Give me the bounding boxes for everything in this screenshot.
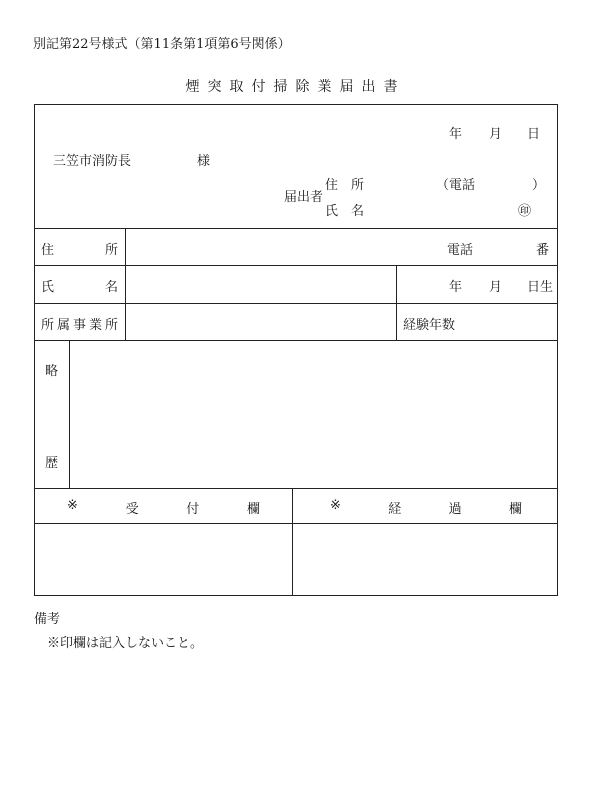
row-name-label-char-1: 氏	[41, 280, 55, 295]
form-reference: 別記第22号様式（第11条第1項第6号関係）	[33, 37, 291, 52]
address-field[interactable]	[127, 230, 395, 264]
progress-column-header	[330, 498, 522, 517]
progress-field	[294, 525, 556, 594]
reception-char-2: 付	[186, 502, 200, 517]
row-address-label-char-2: 所	[104, 243, 118, 258]
reception-field	[36, 525, 291, 594]
office-field[interactable]	[127, 305, 395, 339]
date-year-label: 年	[449, 127, 463, 142]
date-day-label: 日	[527, 127, 541, 142]
history-label-bottom: 歴	[45, 456, 59, 471]
remarks-heading: 備考	[34, 612, 61, 627]
experience-label: 経験年数	[403, 318, 456, 333]
reception-mark: ※	[67, 498, 78, 513]
progress-char-2: 過	[448, 502, 462, 517]
progress-char-1: 経	[388, 502, 402, 517]
name-field[interactable]	[127, 267, 395, 302]
history-label-top: 略	[45, 364, 59, 379]
row-phone-label: 電話	[447, 243, 474, 258]
notifier-address-label: 住 所	[325, 178, 365, 193]
addressee: 三笠市消防長	[53, 154, 132, 169]
seal-icon: ㊞	[518, 204, 532, 219]
history-field[interactable]	[71, 342, 556, 487]
row-name-label-char-2: 名	[104, 280, 118, 295]
notifier-phone-label: （電話	[436, 178, 476, 193]
birth-year-label: 年	[449, 280, 463, 295]
row-phone-number-label: 番	[536, 243, 550, 258]
remarks-note: ※印欄は記入しないこと。	[47, 636, 204, 651]
progress-mark: ※	[330, 498, 341, 513]
notifier-name-label: 氏 名	[325, 204, 365, 219]
reception-char-1: 受	[125, 502, 139, 517]
notifier-phone-close: ）	[532, 178, 546, 193]
birth-day-label: 日生	[527, 280, 554, 295]
progress-char-3: 欄	[508, 502, 522, 517]
row-office-label: 所 属 事 業 所	[41, 318, 118, 333]
reception-char-3: 欄	[246, 502, 260, 517]
row-address-label	[41, 239, 118, 258]
row-name-label	[41, 276, 118, 295]
reception-column-header	[67, 498, 260, 517]
honorific: 様	[197, 154, 211, 169]
form-title: 煙突取付掃除業届出書	[185, 79, 406, 95]
date-month-label: 月	[489, 127, 503, 142]
birth-month-label: 月	[489, 280, 503, 295]
row-address-label-char-1: 住	[41, 243, 55, 258]
notifier-label: 届出者	[284, 190, 324, 205]
